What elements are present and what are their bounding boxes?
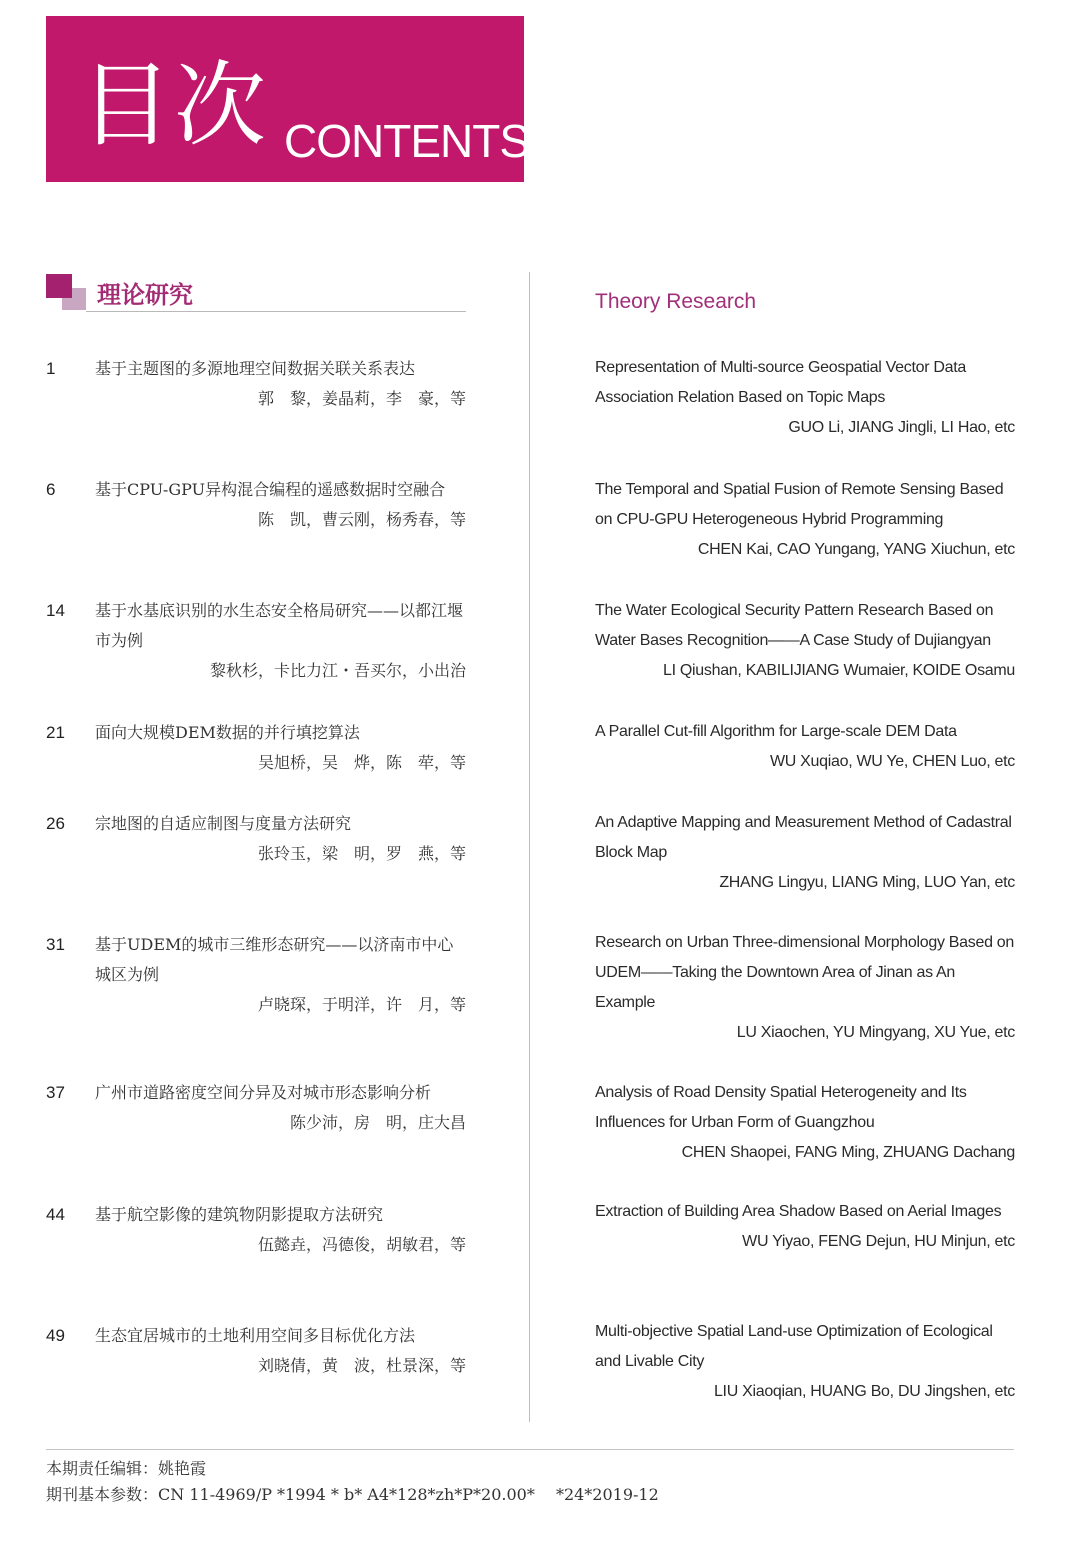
toc-entry-cn[interactable] bbox=[46, 809, 466, 869]
footer-editor: 本期责任编辑：姚艳霞 bbox=[46, 1459, 207, 1478]
article-title-cn: 生态宜居城市的土地利用空间多目标优化方法 bbox=[95, 1326, 416, 1345]
article-authors-cn: 郭 黎，姜晶莉，李 豪，等 bbox=[257, 389, 466, 408]
article-authors-en: LIU Xiaoqian, HUANG Bo, DU Jingshen, etc bbox=[713, 1383, 1015, 1400]
article-authors-cn: 刘晓倩，黄 波，杜景深，等 bbox=[257, 1356, 466, 1375]
page-number: 14 bbox=[46, 601, 65, 620]
page-number: 37 bbox=[46, 1083, 65, 1102]
contents-banner bbox=[46, 16, 529, 182]
toc-entry-en[interactable] bbox=[595, 1078, 1015, 1168]
toc-entry-cn[interactable] bbox=[46, 596, 466, 686]
article-title-en: Extraction of Building Area Shadow Based on Aerial Images bbox=[595, 1203, 1002, 1220]
article-authors-en: WU Yiyao, FENG Dejun, HU Minjun, etc bbox=[742, 1233, 1015, 1250]
article-authors-en: LI Qiushan, KABILIJIANG Wumaier, KOIDE Osamu bbox=[663, 662, 1015, 679]
article-title-en: The Water Ecological Security Pattern Research Based on Water Bases Recognition——A Case Study of Dujiangyan bbox=[595, 602, 994, 649]
section-title-en: Theory Research bbox=[595, 290, 757, 313]
page-number: 49 bbox=[46, 1326, 65, 1345]
footer-journal-params: 期刊基本参数：CN 11-4969/P *1994 * b* A4*128*zh*P*20.00* *24*2019-12 bbox=[46, 1485, 659, 1504]
article-authors-cn: 吴旭桥，吴 烨，陈 荦，等 bbox=[257, 753, 466, 772]
article-authors-cn: 卢晓琛，于明洋，许 月，等 bbox=[257, 995, 466, 1014]
section-rule bbox=[86, 311, 466, 312]
article-title-en: An Adaptive Mapping and Measurement Method of Cadastral Block Map bbox=[595, 814, 1012, 861]
toc-entry-en[interactable] bbox=[595, 717, 1015, 777]
toc-entry-en[interactable] bbox=[595, 808, 1015, 898]
page-number: 21 bbox=[46, 723, 65, 742]
banner-title-cn: 目次 bbox=[80, 52, 269, 159]
article-authors-cn: 陈少沛，房 明，庄大昌 bbox=[289, 1113, 466, 1132]
article-authors-cn: 黎秋杉，卡比力江・吾买尔，小出治 bbox=[209, 661, 466, 680]
toc-entry-cn[interactable] bbox=[46, 475, 466, 535]
toc-entry-en[interactable] bbox=[595, 353, 1015, 443]
article-title-en: Multi-objective Spatial Land-use Optimization of Ecological and Livable City bbox=[595, 1323, 993, 1370]
article-title-cn: 宗地图的自适应制图与度量方法研究 bbox=[95, 814, 352, 833]
page-number: 31 bbox=[46, 935, 65, 954]
article-title-cn: 面向大规模DEM数据的并行填挖算法 bbox=[95, 723, 360, 742]
article-title-en: Representation of Multi-source Geospatial Vector Data Association Relation Based on Topic Maps bbox=[595, 359, 966, 406]
toc-entry-cn[interactable] bbox=[46, 354, 466, 414]
article-title-cn: 基于UDEM的城市三维形态研究——以济南市中心城区为例 bbox=[95, 935, 454, 984]
article-title-en: The Temporal and Spatial Fusion of Remote Sensing Based on CPU-GPU Heterogeneous Hybrid Programming bbox=[595, 481, 1004, 528]
footer-rule bbox=[46, 1449, 1014, 1450]
article-authors-en: LU Xiaochen, YU Mingyang, XU Yue, etc bbox=[736, 1024, 1015, 1041]
article-title-cn: 基于航空影像的建筑物阴影提取方法研究 bbox=[95, 1205, 384, 1224]
article-authors-cn: 伍懿垚，冯德俊，胡敏君，等 bbox=[257, 1235, 466, 1254]
article-title-cn: 广州市道路密度空间分异及对城市形态影响分析 bbox=[95, 1083, 432, 1102]
article-authors-en: GUO Li, JIANG Jingli, LI Hao, etc bbox=[788, 419, 1015, 436]
page-number: 26 bbox=[46, 814, 65, 833]
article-title-cn: 基于CPU-GPU异构混合编程的遥感数据时空融合 bbox=[95, 480, 446, 499]
article-authors-en: CHEN Shaopei, FANG Ming, ZHUANG Dachang bbox=[681, 1144, 1015, 1161]
article-authors-cn: 陈 凯，曹云刚，杨秀春，等 bbox=[257, 510, 466, 529]
article-title-en: Analysis of Road Density Spatial Heterogeneity and Its Influences for Urban Form of Guangzhou bbox=[595, 1084, 967, 1131]
banner-title-en: CONTENTS bbox=[284, 115, 529, 167]
toc-entry-cn[interactable] bbox=[46, 1321, 466, 1381]
article-title-en: Research on Urban Three-dimensional Morphology Based on UDEM——Taking the Downtown Area of Jinan as An Example bbox=[595, 934, 1015, 1011]
toc-entry-en[interactable] bbox=[595, 928, 1015, 1048]
article-title-en: A Parallel Cut-fill Algorithm for Large-scale DEM Data bbox=[595, 723, 957, 740]
toc-entry-en[interactable] bbox=[595, 475, 1015, 565]
article-title-cn: 基于主题图的多源地理空间数据关联关系表达 bbox=[95, 359, 416, 378]
article-authors-en: WU Xuqiao, WU Ye, CHEN Luo, etc bbox=[769, 753, 1015, 770]
page-number: 6 bbox=[46, 480, 56, 499]
toc-entry-cn[interactable] bbox=[46, 1078, 466, 1138]
page-number: 44 bbox=[46, 1205, 65, 1224]
article-authors-en: ZHANG Lingyu, LIANG Ming, LUO Yan, etc bbox=[719, 874, 1015, 891]
toc-entry-en[interactable] bbox=[595, 1197, 1015, 1257]
column-divider bbox=[529, 272, 530, 1422]
article-title-cn: 基于水基底识别的水生态安全格局研究——以都江堰市为例 bbox=[95, 601, 464, 650]
toc-entry-cn[interactable] bbox=[46, 930, 466, 1020]
toc-entry-en[interactable] bbox=[595, 596, 1015, 686]
toc-entry-cn[interactable] bbox=[46, 718, 466, 778]
toc-entry-cn[interactable] bbox=[46, 1200, 466, 1260]
article-authors-cn: 张玲玉，梁 明，罗 燕，等 bbox=[257, 844, 466, 863]
section-title-cn: 理论研究 bbox=[97, 281, 193, 309]
toc-entry-en[interactable] bbox=[595, 1317, 1015, 1407]
article-authors-en: CHEN Kai, CAO Yungang, YANG Xiuchun, etc bbox=[697, 541, 1015, 558]
page-number: 1 bbox=[46, 359, 56, 378]
